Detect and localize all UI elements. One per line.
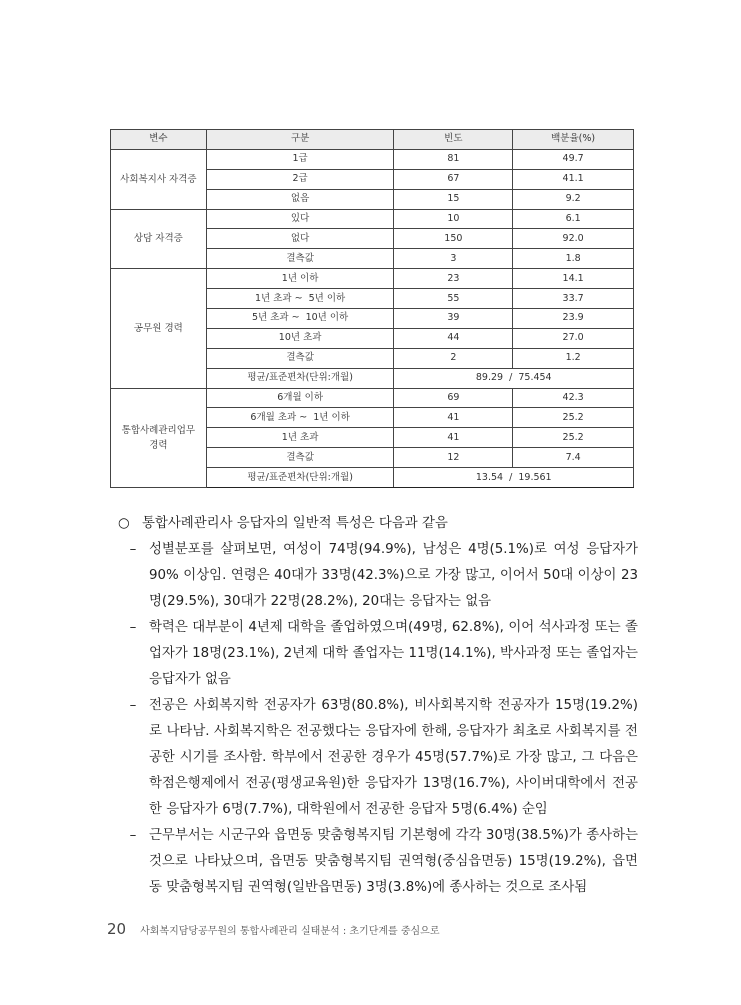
percentage-cell: 14.1 [513, 269, 634, 289]
frequency-cell: 55 [394, 289, 513, 309]
bullet-text: 성별분포를 살펴보면, 여성이 74명(94.9%), 남성은 4명(5.1%)로 여성 응답자가 90% 이상임. 연령은 40대가 33명(42.3%)으로 가장 많고, 이어서 50대 이상이 23명(29.5%), 30대가 22명(28.2%), 20대는 응답자는 없음 [149, 542, 638, 609]
category-cell: 1년 초과 [206, 428, 394, 448]
percentage-cell: 92.0 [513, 229, 634, 249]
category-cell: 평균/표준편차(단위:개월) [206, 468, 394, 488]
dash-bullet-icon: – [129, 620, 137, 635]
category-cell: 결측값 [206, 249, 394, 269]
frequency-cell: 81 [394, 149, 513, 169]
percentage-cell: 23.9 [513, 309, 634, 329]
mean-sd-cell: 13.54 / 19.561 [394, 468, 634, 488]
frequency-cell: 23 [394, 269, 513, 289]
variable-cell: 공무원 경력 [111, 269, 207, 388]
table-row [111, 388, 634, 408]
category-cell: 있다 [206, 209, 394, 229]
bullet-list [113, 537, 638, 901]
table-header-row [111, 130, 634, 150]
frequency-cell: 41 [394, 408, 513, 428]
category-cell: 2급 [206, 169, 394, 189]
section-heading [113, 511, 638, 537]
header-variable: 변수 [111, 130, 207, 150]
body-text [113, 511, 638, 901]
percentage-cell: 1.2 [513, 348, 634, 368]
bullet-text: 학력은 대부분이 4년제 대학을 졸업하였으며(49명, 62.8%), 이어 석사과정 또는 졸업자가 18명(23.1%), 2년제 대학 졸업자는 11명(14.1%), 박사과정 또는 졸업자는 응답자가 없음 [149, 620, 638, 687]
frequency-cell: 39 [394, 309, 513, 329]
running-title: 사회복지담당공무원의 통합사례관리 실태분석 : 초기단계를 중심으로 [140, 926, 440, 937]
category-cell: 10년 초과 [206, 328, 394, 348]
statistics-table [110, 129, 634, 488]
category-cell: 1년 이하 [206, 269, 394, 289]
frequency-cell: 12 [394, 448, 513, 468]
variable-cell: 통합사례관리업무 경력 [111, 388, 207, 487]
percentage-cell: 6.1 [513, 209, 634, 229]
section-heading-text: 통합사례관리사 응답자의 일반적 특성은 다음과 같음 [142, 516, 448, 531]
frequency-cell: 3 [394, 249, 513, 269]
page-footer [107, 920, 440, 938]
frequency-cell: 44 [394, 328, 513, 348]
frequency-cell: 69 [394, 388, 513, 408]
percentage-cell: 27.0 [513, 328, 634, 348]
bullet-item [113, 537, 638, 615]
bullet-item [113, 693, 638, 823]
frequency-cell: 2 [394, 348, 513, 368]
header-frequency: 빈도 [394, 130, 513, 150]
category-cell: 평균/표준편차(단위:개월) [206, 368, 394, 388]
percentage-cell: 49.7 [513, 149, 634, 169]
table-body [111, 149, 634, 487]
dash-bullet-icon: – [129, 698, 137, 713]
mean-sd-cell: 89.29 / 75.454 [394, 368, 634, 388]
dash-bullet-icon: – [129, 542, 137, 557]
category-cell: 6개월 초과 ~ 1년 이하 [206, 408, 394, 428]
variable-cell: 사회복지사 자격증 [111, 149, 207, 209]
table-row [111, 209, 634, 229]
bullet-item [113, 823, 638, 901]
frequency-cell: 150 [394, 229, 513, 249]
category-cell: 결측값 [206, 348, 394, 368]
percentage-cell: 33.7 [513, 289, 634, 309]
percentage-cell: 7.4 [513, 448, 634, 468]
table-row [111, 149, 634, 169]
bullet-item [113, 615, 638, 693]
category-cell: 1급 [206, 149, 394, 169]
category-cell: 없다 [206, 229, 394, 249]
category-cell: 결측값 [206, 448, 394, 468]
bullet-text: 근무부서는 시군구와 읍면동 맞춤형복지팀 기본형에 각각 30명(38.5%)가 종사하는 것으로 나타났으며, 읍면동 맞춤형복지팀 권역형(중심읍면동) 15명(19.2%), 읍면동 맞춤형복지팀 권역형(일반읍면동) 3명(3.8%)에 종사하는 것으로 조사됨 [149, 828, 638, 895]
percentage-cell: 1.8 [513, 249, 634, 269]
frequency-cell: 15 [394, 189, 513, 209]
page-number: 20 [107, 920, 127, 938]
variable-cell: 상담 자격증 [111, 209, 207, 269]
frequency-cell: 10 [394, 209, 513, 229]
category-cell: 5년 초과 ~ 10년 이하 [206, 309, 394, 329]
header-percentage: 백분율(%) [513, 130, 634, 150]
category-cell: 6개월 이하 [206, 388, 394, 408]
percentage-cell: 41.1 [513, 169, 634, 189]
percentage-cell: 25.2 [513, 428, 634, 448]
frequency-cell: 67 [394, 169, 513, 189]
table-row [111, 269, 634, 289]
circle-bullet-icon: ○ [118, 516, 130, 531]
percentage-cell: 9.2 [513, 189, 634, 209]
dash-bullet-icon: – [129, 828, 137, 843]
category-cell: 1년 초과 ~ 5년 이하 [206, 289, 394, 309]
bullet-text: 전공은 사회복지학 전공자가 63명(80.8%), 비사회복지학 전공자가 15명(19.2%)로 나타남. 사회복지학은 전공했다는 응답자에 한해, 응답자가 최초로 사회복지를 전공한 시기를 조사함. 학부에서 전공한 경우가 45명(57.7%)로 가장 많고, 그 다음은 학점은행제에서 전공(평생교육원)한 응답자가 13명(16.7%), 사이버대학에서 전공한 응답자가 6명(7.7%), 대학원에서 전공한 응답자 5명(6.4%) 순임 [149, 698, 638, 817]
percentage-cell: 42.3 [513, 388, 634, 408]
category-cell: 없음 [206, 189, 394, 209]
frequency-cell: 41 [394, 428, 513, 448]
percentage-cell: 25.2 [513, 408, 634, 428]
header-category: 구분 [206, 130, 394, 150]
